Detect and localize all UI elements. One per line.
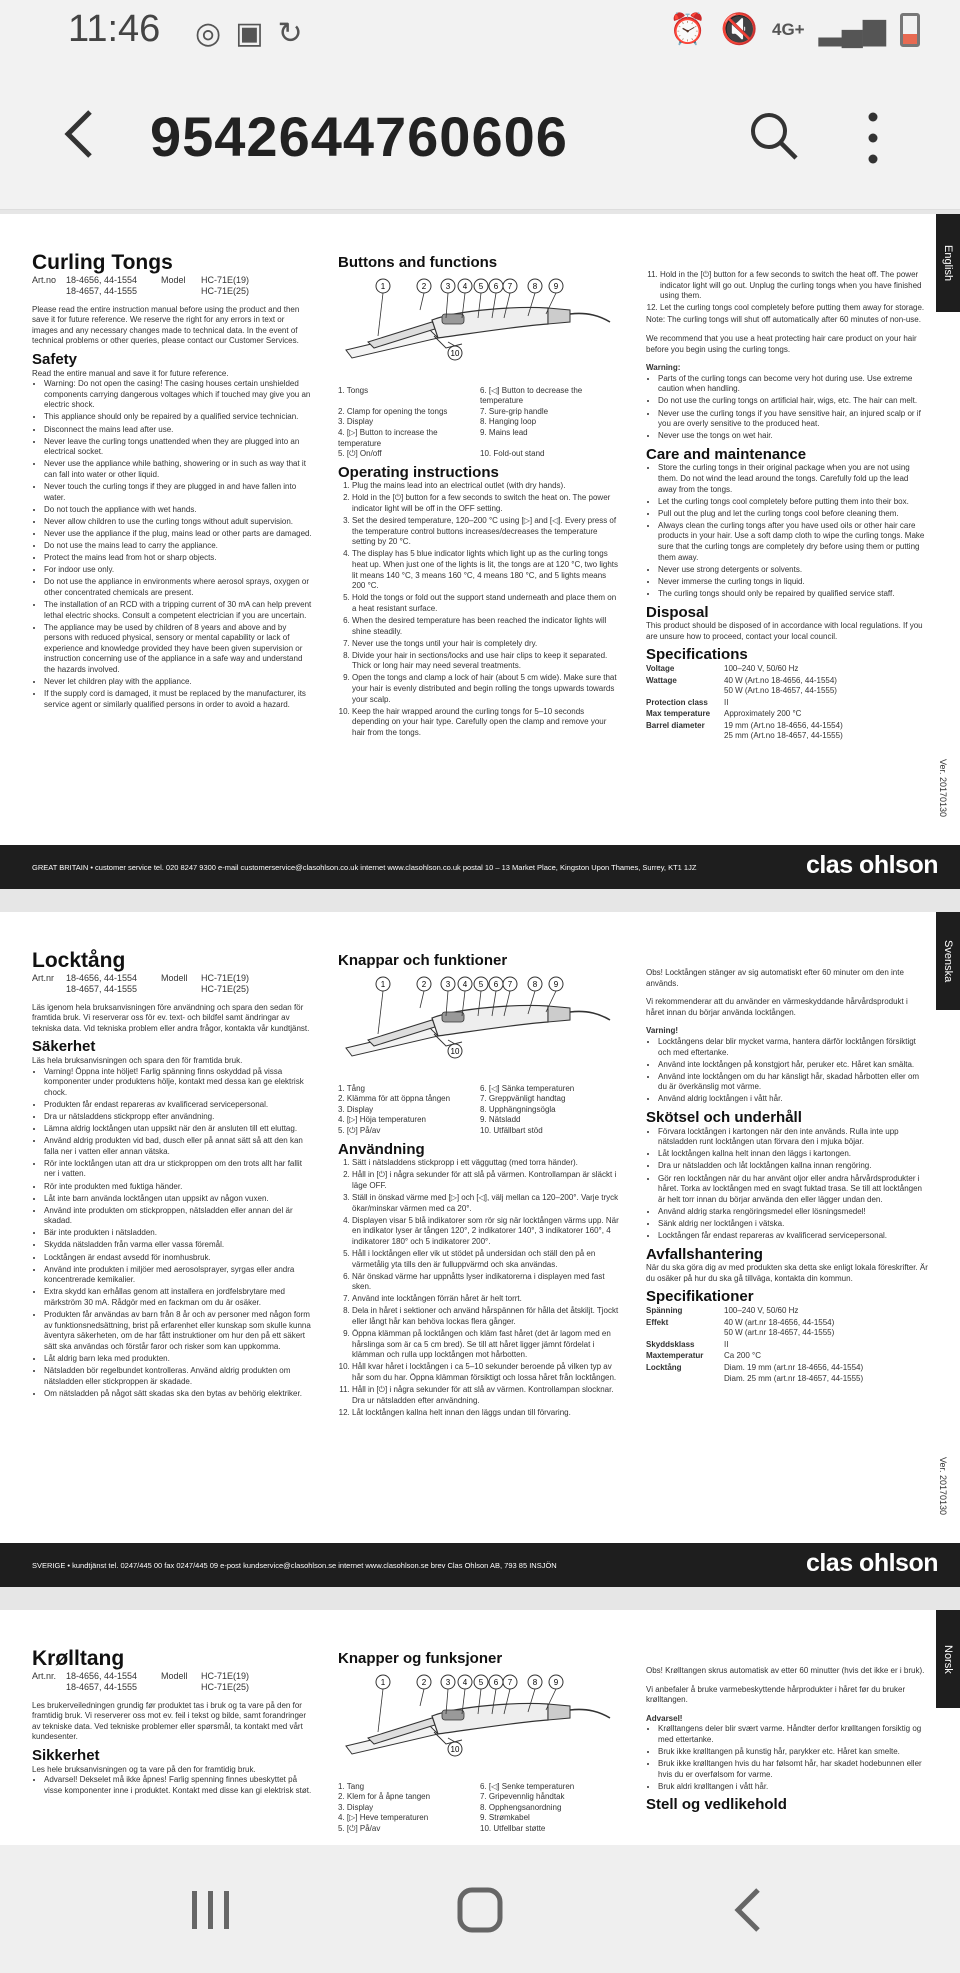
- callout-number: 2: [421, 1677, 427, 1687]
- page-footer: [0, 845, 960, 889]
- part-item: 2. Klem for å åpne tangen: [338, 1792, 431, 1802]
- part-item: 1. Tång: [338, 1083, 365, 1093]
- list-item: 6. När önskad värme har uppnåtts lyser indikatorerna i displayen med fast sken.: [352, 1272, 620, 1293]
- part-item: 9. Mains lead: [480, 427, 528, 437]
- callout-number: 8: [532, 281, 538, 291]
- safety-intro: Read the entire manual and save it for future reference.: [32, 368, 229, 378]
- list-item: • Nätsladden bör regelbundet kontrolleras. Använd aldrig produkten om nätsladden eller stickproppen är skadade.: [44, 1366, 312, 1387]
- section-heading: Safety: [32, 350, 78, 368]
- section-heading: Användning: [338, 1140, 425, 1158]
- list-item: • Never use the appliance while bathing, showering or in such as way that it can fall into water or other liquid.: [44, 459, 312, 480]
- part-item: 10. Utfellbar støtte: [480, 1823, 546, 1833]
- list-item: • Låt aldrig barn leka med produkten.: [44, 1354, 312, 1365]
- list-item: • Gör ren locktången när du har använt oljor eller andra hårvårdsprodukter i håret. Torka av locktången med en svagt fuktad trasa. Se till att locktången är helt torr innan du börjar använda den eller lägger undan den.: [658, 1174, 928, 1206]
- part-item: 10. Utfällbart stöd: [480, 1125, 543, 1135]
- warning-heading: Varning!: [646, 1026, 679, 1036]
- warning-heading: Warning:: [646, 363, 681, 373]
- part-item: 8. Hanging loop: [480, 417, 537, 427]
- list-item: • Bruk ikke krølltangen hvis du har følsomt hår, har skadet hodebunnen eller hvis du er overfølsom for varme.: [658, 1759, 928, 1780]
- list-item: 4. The display has 5 blue indicator lights which light up as the curling tongs heat up. When just one of the lights is lit, the tongs are at 120 °C, two lights lit means 140 °C, 3 means 160 °C, 4 means 180 °C, and 5 lights means 200 °C.: [352, 549, 620, 591]
- intro-text: Läs igenom hela bruksanvisningen före användning och spara den sedan för framtida bruk. Vi reserverar oss för ev. text- och bildfel samt ändringar av tekniska data. Vid tekniska problem eller andra frågor, kontakta vår kundtjänst.: [32, 1002, 310, 1033]
- operating-steps-cont: [646, 270, 928, 314]
- list-item: • The appliance may be used by children of 8 years and above and by persons with reduced physical, sensory or mental capability or lack of experience and knowledge provided they have been given supervision or instruction concerning use of the appliance in a safe way and understand the hazards involved.: [44, 623, 312, 676]
- product-title: Curling Tongs: [32, 251, 173, 274]
- signal-icon: ▂▄▆: [818, 13, 886, 46]
- language-tab: English: [936, 214, 960, 312]
- column-left: [32, 949, 312, 1401]
- back-nav-icon[interactable]: [720, 1885, 780, 1935]
- list-item: 10. Keep the hair wrapped around the curling tongs for 5–10 seconds depending on your hair type. Carefully open the clamp and remove your hair from the tongs.: [352, 707, 620, 739]
- callout-number: 3: [445, 281, 451, 291]
- callout-number: 3: [445, 979, 451, 989]
- list-item: 2. Håll in [⏻] i några sekunder för att slå på värmen. Kontrollampan är släckt i läge OFF.: [352, 1170, 620, 1191]
- list-item: 3. Set the desired temperature, 120–200 °C using [▷] and [◁]. Every press of the temperature control buttons increases/decreases the temperature setting by 20 °C.: [352, 516, 620, 548]
- callout-number: 5: [478, 1677, 484, 1687]
- section-heading: Avfallshantering: [646, 1245, 763, 1263]
- list-item: 7. Använd inte locktången förrän håret är helt torrt.: [352, 1294, 620, 1305]
- search-icon[interactable]: [748, 110, 800, 162]
- callout-number: 7: [507, 1677, 513, 1687]
- safety-list: [32, 379, 312, 710]
- list-item: • Använd inte locktången på konstgjort hår, peruker etc. Håret kan smälta.: [658, 1060, 928, 1071]
- list-item: 8. Divide your hair in sections/locks and use hair clips to keep it separated. Thick or long hair may need several treatments.: [352, 651, 620, 672]
- callout-line: [448, 1738, 455, 1742]
- safety-list: [32, 1067, 312, 1400]
- callout-number: 8: [532, 979, 538, 989]
- list-item: 9. Open the tongs and clamp a lock of hair (about 5 cm wide). Make sure that your hair is evenly distributed and begin rolling the tongs upwards towards your scalp.: [352, 673, 620, 705]
- callout-number: 2: [421, 979, 427, 989]
- list-item: • This appliance should only be repaired by a qualified service technician.: [44, 412, 312, 423]
- spec-key: Maxtemperatur: [646, 1351, 704, 1361]
- list-item: • Använd aldrig produkten vid bad, dusch eller på annat sätt så att den kan falla ner i vatten eller annan vätska.: [44, 1136, 312, 1157]
- list-item: • Always clean the curling tongs after you have used oils or other hair care products in your hair. Use a soft damp cloth to wipe the curling tongs. Make sure that the curling tongs are completely dry before using them or putting them away.: [658, 521, 928, 563]
- list-item: 11. Hold in the [⏻] button for a few seconds to switch the heat off. The power indicator light will go out. Unplug the curling tongs when you have finished using them.: [660, 270, 928, 302]
- product-meta: Art.nr. 18-4656, 44-1554 Modell HC-71E(19) 18-4657, 44-1555 HC-71E(25): [32, 1670, 250, 1692]
- spec-key: Max temperature: [646, 709, 711, 719]
- spec-value: Diam. 19 mm (art.nr 18-4656, 44-1554) Diam. 25 mm (art.nr 18-4657, 44-1555): [724, 1362, 864, 1383]
- version-label: Ver. 20170130: [938, 1457, 948, 1516]
- status-time: 11:46: [68, 8, 161, 50]
- disposal-text: När du ska göra dig av med produkten ska detta ske enligt lokala föreskrifter. Är du osäker på hur du ska gå tillväga, kontakta din kommun.: [646, 1263, 928, 1283]
- spec-table: [646, 1306, 928, 1384]
- column-left: [32, 251, 312, 712]
- spec-value: 100–240 V, 50/60 Hz: [724, 663, 799, 673]
- part-item: 2. Clamp for opening the tongs: [338, 406, 448, 416]
- list-item: • Never touch the curling tongs if they are plugged in and have fallen into water.: [44, 482, 312, 503]
- callout-number: 6: [493, 1677, 499, 1687]
- list-item: 1. Sätt i nätsladdens stickpropp i ett vägguttag (med torra händer).: [352, 1158, 620, 1169]
- manual-page-norwegian: [0, 1610, 960, 1845]
- part-item: 3. Display: [338, 417, 374, 427]
- disposal-text: This product should be disposed of in accordance with local regulations. If you are unsure how to proceed, contact your local council.: [646, 621, 923, 641]
- spec-value: 100–240 V, 50/60 Hz: [724, 1305, 799, 1315]
- list-item: 4. Displayen visar 5 blå indikatorer som rör sig när locktången värms upp. När en indikator lyser är tången 120°, 2 indikatorer 140°, 3 indikatorer 160°, 4 indikatorer 180° och 5 indikatorer 200°.: [352, 1216, 620, 1248]
- list-item: 11. Håll in [⏻] i några sekunder för att slå av värmen. Kontrollampan slocknar. Dra ur nätsladden efter användning.: [352, 1385, 620, 1406]
- spec-value: 40 W (art.nr 18-4656, 44-1554) 50 W (art.nr 18-4657, 44-1555): [724, 1317, 835, 1338]
- part-item: 8. Opphengsanordning: [480, 1802, 562, 1812]
- list-item: • Warning: Do not open the casing! The casing houses certain unshielded components carrying dangerous voltages which if touched may give you an electric shock.: [44, 379, 312, 411]
- footer-contact: SVERIGE • kundtjänst tel. 0247/445 00 fax 0247/445 09 e-post kundservice@clasohlson.se internet www.clasohlson.se brev Clas Ohlson AB, 793 85 INSJÖN: [32, 1560, 557, 1570]
- list-item: • Låt inte barn använda locktången utan uppsikt av någon vuxen.: [44, 1194, 312, 1205]
- part-item: 9. Nätsladd: [480, 1115, 521, 1125]
- list-item: • Låt locktången kallna helt innan den läggs i kartongen.: [658, 1149, 928, 1160]
- alarm-icon: ⏰: [669, 13, 707, 46]
- spec-value: II: [724, 697, 729, 707]
- spec-key: Skyddsklass: [646, 1339, 695, 1349]
- list-item: • Lämna aldrig locktången utan uppsikt när den är ansluten till ett eluttag.: [44, 1124, 312, 1135]
- section-heading: Operating instructions: [338, 463, 499, 481]
- list-item: • Dra ur nätsladden och låt locktången kallna innan rengöring.: [658, 1161, 928, 1172]
- list-item: • Rör inte locktången utan att dra ur stickproppen om den trots allt har fallit ner i vatten.: [44, 1159, 312, 1180]
- list-item: 7. Never use the tongs until your hair is completely dry.: [352, 639, 620, 650]
- list-item: • For indoor use only.: [44, 565, 312, 576]
- list-item: • Let the curling tongs cool completely before putting them into their box.: [658, 497, 928, 508]
- list-item: • Never use the curling tongs if you have sensitive hair, an injured scalp or if you are overly sensitive to the produced heat.: [658, 409, 928, 430]
- callout-line: [378, 293, 383, 336]
- more-options-icon[interactable]: [858, 110, 888, 166]
- callout-number: 1: [380, 979, 386, 989]
- list-item: • Never leave the curling tongs unattended when they are plugged into an electrical socket.: [44, 437, 312, 458]
- list-item: • Never allow children to use the curling tongs without adult supervision.: [44, 517, 312, 528]
- list-item: • Sänk aldrig ner locktången i vätska.: [658, 1219, 928, 1230]
- note-text: Obs! Locktången stänger av sig automatiskt efter 60 minuter om den inte används.: [646, 968, 904, 988]
- callout-number: 5: [478, 979, 484, 989]
- operating-steps: [338, 481, 620, 738]
- part-item: 7. Gripevennlig håndtak: [480, 1792, 565, 1802]
- callout-line: [378, 991, 383, 1034]
- list-item: • If the supply cord is damaged, it must be replaced by the manufacturer, its service agent or similarly qualified persons in order to avoid a hazard.: [44, 689, 312, 710]
- list-item: • Använd inte locktången om du har känsligt hår, skadad hårbotten eller om du är överkänslig mot värme.: [658, 1072, 928, 1093]
- part-item: 7. Sure-grip handle: [480, 406, 549, 416]
- list-item: • Do not use the mains lead to carry the appliance.: [44, 541, 312, 552]
- product-meta: Art.nr 18-4656, 44-1554 Modell HC-71E(19) 18-4657, 44-1555 HC-71E(25): [32, 972, 250, 994]
- spec-value: 40 W (Art.no 18-4656, 44-1554) 50 W (Art.no 18-4657, 44-1555): [724, 675, 837, 696]
- brand-logo: clas ohlson: [805, 1549, 938, 1577]
- recommend-text: Vi anbefaler å bruke varmebeskyttende hårprodukter i håret før du bruker krølltangen.: [646, 1684, 906, 1705]
- list-item: 6. When the desired temperature has been reached the indicator lights will shine steadily.: [352, 616, 620, 637]
- tongs-illustration: [338, 272, 620, 382]
- spec-value: 19 mm (Art.no 18-4656, 44-1554) 25 mm (Art.no 18-4657, 44-1555): [724, 720, 843, 741]
- care-list: [646, 1127, 928, 1242]
- product-title: Krølltang: [32, 1647, 125, 1670]
- spec-key: Wattage: [646, 675, 677, 685]
- recent-apps-icon[interactable]: [180, 1885, 240, 1935]
- intro-text: Please read the entire instruction manual before using the product and then save it for future reference. We reserve the right for any errors in text or images and any necessary changes made to technical data. In the event of technical problems or other queries, please contact our Customer Services.: [32, 304, 300, 346]
- list-item: • Rör inte produkten med fuktiga händer.: [44, 1182, 312, 1193]
- page-title: 9542644760606: [150, 105, 568, 168]
- spec-key: Spänning: [646, 1305, 683, 1315]
- footer-contact: GREAT BRITAIN • customer service tel. 020 8247 9300 e-mail customerservice@clasohlson.co.uk internet www.clasohlson.co.uk postal 10 – 13 Market Place, Kingston Upon Thames, Surrey, KT1 1JZ: [32, 862, 697, 872]
- list-item: • Använd inte produkten om stickproppen, nätsladden eller annan del är skadad.: [44, 1206, 312, 1227]
- column-right: [646, 968, 928, 1384]
- battery-icon: [900, 13, 920, 47]
- part-item: 1. Tang: [338, 1781, 365, 1791]
- list-item: • Locktången är endast avsedd för inomhusbruk.: [44, 1253, 312, 1264]
- list-item: • Bruk aldri krølltangen i vått hår.: [658, 1782, 928, 1793]
- list-item: • Locktångens delar blir mycket varma, hantera därför locktången försiktigt och med eftertanke.: [658, 1037, 928, 1058]
- list-item: 9. Öppna klämman på locktången och kläm fast håret (det är lagom med en hårslinga som är ca 5 cm bred). Se till att håret ligger jämnt fördelat i klämman och rulla upp locktången mot hårbotten.: [352, 1329, 620, 1361]
- list-item: • Never use the appliance if the plug, mains lead or other parts are damaged.: [44, 529, 312, 540]
- product-meta: Art.no 18-4656, 44-1554 Model HC-71E(19) 18-4657, 44-1555 HC-71E(25): [32, 274, 250, 296]
- parts-list: [338, 386, 620, 460]
- list-item: • Skydda nätsladden från varma eller vassa föremål.: [44, 1240, 312, 1251]
- brand-logo: clas ohlson: [805, 851, 938, 879]
- callout-line: [378, 1689, 383, 1732]
- section-heading: Knappar och funktioner: [338, 952, 508, 969]
- callout-number: 9: [553, 979, 559, 989]
- list-item: • Do not touch the appliance with wet hands.: [44, 505, 312, 516]
- list-item: • Om nätsladden på något sätt skadas ska den bytas av behörig elektriker.: [44, 1389, 312, 1400]
- spec-value: Approximately 200 °C: [724, 709, 802, 719]
- callout-number: 5: [478, 281, 484, 291]
- callout-line: [420, 991, 424, 1008]
- callout-line: [420, 1689, 424, 1706]
- recommend-text: We recommend that you use a heat protecting hair care product on your hair before you begin using the curling tongs.: [646, 333, 917, 354]
- list-item: 3. Ställ in önskad värme med [▷] och [◁], välj mellan ca 120–200°. Varje tryck ökar/minskar värmen med ca 20°.: [352, 1193, 620, 1214]
- spec-key: Voltage: [646, 663, 675, 673]
- part-item: 9. Strømkabel: [480, 1813, 530, 1823]
- callout-number: 4: [462, 281, 468, 291]
- callout-number: 7: [507, 281, 513, 291]
- care-list: [646, 463, 928, 599]
- spec-key: Barrel diameter: [646, 720, 705, 730]
- note-text: Obs! Krølltangen skrus automatisk av etter 60 minutter (hvis det ikke er i bruk).: [646, 1666, 925, 1675]
- manual-page-swedish: [0, 912, 960, 1587]
- list-item: • Locktången får endast repareras av kvalificerad servicepersonal.: [658, 1231, 928, 1242]
- list-item: • Advarsel! Dekselet må ikke åpnes! Farlig spenning finnes ubeskyttet på visse komponenter inne i produktet. Kontakt med disse kan gi elektrisk støt.: [44, 1775, 312, 1796]
- list-item: 12. Låt locktången kallna helt innan den läggs undan till förvaring.: [352, 1408, 620, 1419]
- callout-line: [420, 293, 424, 310]
- callout-number: 2: [421, 281, 427, 291]
- list-item: • Never use strong detergents or solvents.: [658, 565, 928, 576]
- language-tab: Norsk: [936, 1610, 960, 1708]
- list-item: • Never let children play with the appliance.: [44, 677, 312, 688]
- manual-page-english: [0, 214, 960, 889]
- list-item: • Använd aldrig starka rengöringsmedel eller lösningsmedel!: [658, 1207, 928, 1218]
- list-item: • Använd aldrig locktången i vått hår.: [658, 1094, 928, 1105]
- list-item: • Parts of the curling tongs can become very hot during use. Use extreme caution when handling.: [658, 374, 928, 395]
- system-nav-bar: [0, 1845, 960, 1973]
- spec-key: Effekt: [646, 1317, 669, 1327]
- list-item: 5. Hold the tongs or fold out the support stand underneath and place them on a heat resistant surface.: [352, 593, 620, 614]
- list-item: • Do not use the curling tongs on artificial hair, wigs, etc. The hair can melt.: [658, 396, 928, 407]
- list-item: • Extra skydd kan erhållas genom att installera en jordfelsbrytare med märkström 30 mA. Rådgör med en fackman om du är osäker.: [44, 1287, 312, 1308]
- callout-number: 1: [380, 1677, 386, 1687]
- column-right: [646, 1666, 928, 1814]
- callout-number: 9: [553, 281, 559, 291]
- callout-number: 6: [493, 281, 499, 291]
- spec-value: Ca 200 °C: [724, 1351, 761, 1361]
- spec-table: [646, 664, 928, 742]
- app-bar: [0, 64, 960, 210]
- warning-list: [646, 1037, 928, 1105]
- warning-list: [646, 374, 928, 442]
- sync-icon: ↻: [277, 17, 303, 50]
- callout-line: [448, 1040, 455, 1044]
- part-item: 5. [⏻] På/av: [338, 1823, 381, 1833]
- part-item: 8. Upphängningsögla: [480, 1104, 556, 1114]
- callout-number: 10: [450, 348, 460, 358]
- spec-key: Locktång: [646, 1362, 682, 1372]
- home-icon[interactable]: [450, 1885, 510, 1935]
- list-item: • Bär inte produkten i nätsladden.: [44, 1228, 312, 1239]
- data-saver-icon: ◎: [195, 17, 222, 50]
- section-heading: Stell og vedlikehold: [646, 1796, 787, 1814]
- section-heading: Specifications: [646, 646, 748, 664]
- section-heading: Care and maintenance: [646, 445, 807, 463]
- note-text: Note: The curling tongs will shut off automatically after 60 minutes of non-use.: [646, 315, 921, 325]
- language-tab: Svenska: [936, 912, 960, 1010]
- part-item: 4. [▷] Heve temperaturen: [338, 1813, 429, 1823]
- list-item: 5. Håll i locktången eller vik ut stödet på undersidan och ställ den på en värmetålig yta tills den är fulluppvärmd och ska användas.: [352, 1249, 620, 1270]
- list-item: • Never use the tongs on wet hair.: [658, 431, 928, 442]
- list-item: 8. Dela in håret i sektioner och använd hårspännen för hålla det åtskiljt. Tjockt eller långt hår kan behöva lockas flera gånger.: [352, 1306, 620, 1327]
- part-item: 4. [▷] Button to increase the temperature: [338, 427, 438, 448]
- column-middle: [338, 952, 620, 1420]
- section-heading: Sikkerhet: [32, 1746, 100, 1764]
- callout-number: 4: [462, 1677, 468, 1687]
- part-item: 7. Greppvänligt handtag: [480, 1094, 566, 1104]
- curling-tongs-diagram: [338, 272, 620, 382]
- callout-number: 8: [532, 1677, 538, 1687]
- warning-heading: Advarsel!: [646, 1713, 683, 1723]
- tongs-illustration: [338, 1668, 620, 1778]
- list-item: • Produkten får användas av barn från 8 år och av personer med någon form av funktionsnedsättning, brist på erfarenhet eller kunskap som skulle kunna äventyra säkerheten, om de har fått instruktioner om hur den på ett säkert sätt ska användas och förstår faror och risker som kan uppkomma.: [44, 1310, 312, 1352]
- list-item: • Dra ur nätsladdens stickpropp efter användning.: [44, 1112, 312, 1123]
- spec-value: II: [724, 1339, 729, 1349]
- intro-text: Les brukerveiledningen grundig før produktet tas i bruk og ta vare på den for framtidig bruk. Vi reserverer oss mot ev. feil i tekst og bilde, samt forandringer av tekniske data. Ved tekniske problemer eller spørsmål, ta kontakt med vårt kundesenter.: [32, 1700, 307, 1742]
- list-item: • Krølltangens deler blir svært varme. Håndter derfor krølltangen forsiktig og med ettertanke.: [658, 1724, 928, 1745]
- list-item: • Förvara locktången i kartongen när den inte används. Rulla inte upp nätsladden runt locktången utan förvara den i mjuka böjar.: [658, 1127, 928, 1148]
- section-heading: Knapper og funksjoner: [338, 1650, 503, 1667]
- part-item: 4. [▷] Höja temperaturen: [338, 1115, 426, 1125]
- list-item: • Disconnect the mains lead after use.: [44, 425, 312, 436]
- operating-steps: [338, 1158, 620, 1418]
- list-item: • Använd inte produkten i miljöer med aerosolsprayer, syrgas eller andra koncentrerade kemikalier.: [44, 1265, 312, 1286]
- callout-line: [448, 342, 455, 346]
- warning-list: [646, 1724, 928, 1792]
- gallery-icon: ▣: [235, 17, 264, 50]
- parts-list: [338, 1782, 620, 1835]
- list-item: • Store the curling tongs in their original package when you are not using them. Do not wind the lead around the tongs. Carefully fold up the lead away from the tongs.: [658, 463, 928, 495]
- list-item: • Bruk ikke krølltangen på kunstig hår, parykker etc. Håret kan smelte.: [658, 1747, 928, 1758]
- callout-number: 10: [450, 1744, 460, 1754]
- list-item: • Pull out the plug and let the curling tongs cool before cleaning them.: [658, 509, 928, 520]
- safety-intro: Les hele bruksanvisningen og ta vare på den for framtidig bruk.: [32, 1764, 256, 1774]
- column-middle: [338, 254, 620, 740]
- list-item: • Do not use the appliance in environments where aerosol sprays, oxygen or other concentrated chemicals are present.: [44, 577, 312, 598]
- back-arrow-icon[interactable]: [60, 104, 120, 164]
- callout-number: 10: [450, 1046, 460, 1056]
- column-right: [646, 270, 928, 742]
- section-heading: Skötsel och underhåll: [646, 1109, 802, 1127]
- page-footer: [0, 1543, 960, 1587]
- spec-key: Protection class: [646, 697, 708, 707]
- list-item: • Protect the mains lead from hot or sharp objects.: [44, 553, 312, 564]
- part-item: 2. Klämma för att öppna tången: [338, 1094, 451, 1104]
- callout-number: 3: [445, 1677, 451, 1687]
- section-heading: Säkerhet: [32, 1038, 96, 1056]
- list-item: • Never immerse the curling tongs in liquid.: [658, 577, 928, 588]
- recommend-text: Vi rekommenderar att du använder en värmeskyddande hårvårdsprodukt i håret innan du börjar använda locktången.: [646, 997, 908, 1017]
- mute-icon: 🔇: [720, 13, 758, 46]
- callout-number: 7: [507, 979, 513, 989]
- tongs-illustration: [338, 970, 620, 1080]
- list-item: 1. Plug the mains lead into an electrical outlet (with dry hands).: [352, 481, 620, 492]
- product-title: Locktång: [32, 949, 126, 972]
- column-left: [32, 1647, 312, 1798]
- safety-list: [32, 1775, 312, 1796]
- list-item: 12. Let the curling tongs cool completely before putting them away for storage.: [660, 303, 928, 314]
- section-heading: Buttons and functions: [338, 254, 498, 271]
- list-item: 10. Håll kvar håret i locktången i ca 5–10 sekunder beroende på vilken typ av hår som du har. Öppna klämman försiktigt och lossa håret från locktången.: [352, 1362, 620, 1383]
- part-item: 6. [◁] Button to decrease the temperature: [480, 385, 583, 406]
- safety-intro: Läs hela bruksanvisningen och spara den för framtida bruk.: [32, 1055, 243, 1065]
- part-item: 6. [◁] Senke temperaturen: [480, 1781, 575, 1791]
- part-item: 3. Display: [338, 1802, 374, 1812]
- part-item: 6. [◁] Sänka temperaturen: [480, 1083, 575, 1093]
- column-middle: [338, 1650, 620, 1839]
- section-heading: Disposal: [646, 603, 709, 621]
- list-item: • The installation of an RCD with a tripping current of 30 mA can help prevent lethal electric shocks. Consult a competent electrician if you are uncertain.: [44, 600, 312, 621]
- list-item: • The curling tongs should only be repaired by qualified service staff.: [658, 589, 928, 600]
- curling-tongs-diagram: [338, 970, 620, 1080]
- network-type: 4G+: [771, 20, 805, 39]
- callout-number: 6: [493, 979, 499, 989]
- parts-list: [338, 1084, 620, 1137]
- list-item: • Produkten får endast repareras av kvalificerad servicepersonal.: [44, 1100, 312, 1111]
- part-item: 1. Tongs: [338, 385, 369, 395]
- part-item: 5. [⏻] På/av: [338, 1125, 381, 1135]
- section-heading: Specifikationer: [646, 1288, 754, 1306]
- status-bar: [0, 0, 960, 64]
- callout-number: 4: [462, 979, 468, 989]
- list-item: • Varning! Öppna inte höljet! Farlig spänning finns oskyddad på vissa komponenter under produktens hölje, kontakt med dessa kan ge elektrisk chock.: [44, 1067, 312, 1099]
- part-item: 3. Display: [338, 1104, 374, 1114]
- version-label: Ver. 20170130: [938, 759, 948, 818]
- curling-tongs-diagram: [338, 1668, 620, 1778]
- part-item: 10. Fold-out stand: [480, 449, 545, 459]
- part-item: 5. [⏻] On/off: [338, 449, 382, 459]
- list-item: 2. Hold in the [⏻] button for a few seconds to switch the heat on. The power indicator light will be off in the OFF setting.: [352, 493, 620, 514]
- callout-number: 9: [553, 1677, 559, 1687]
- callout-number: 1: [380, 281, 386, 291]
